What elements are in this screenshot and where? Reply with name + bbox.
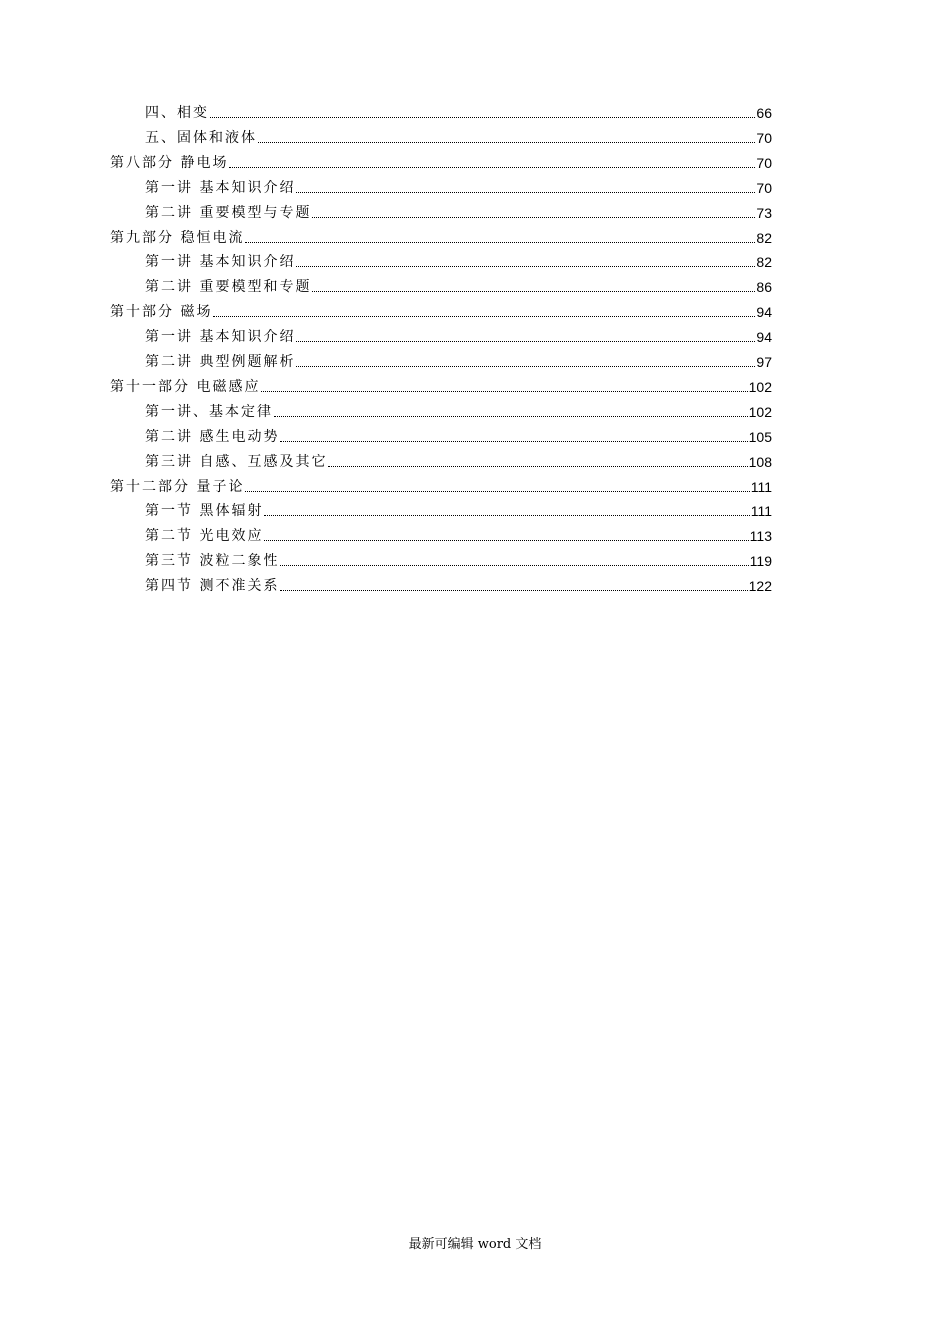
toc-entry-page-number: 86 [756,279,772,296]
toc-dot-leader [245,490,749,492]
toc-dot-leader [296,365,755,367]
toc-entry-title: 第三节 波粒二象性 [145,553,280,570]
toc-dot-leader [245,241,755,243]
toc-entry-page-number: 113 [749,528,772,545]
page-footer: 最新可编辑 word 文档 [408,1237,542,1252]
toc-entry-page-number: 82 [756,229,772,246]
toc-entry[interactable] [145,548,772,570]
toc-entry-title: 第二讲 重要模型和专题 [145,279,312,296]
toc-dot-leader [229,166,755,168]
toc-dot-leader [280,589,747,591]
toc-entry[interactable] [110,150,772,172]
toc-entry-title: 五、固体和液体 [145,129,257,146]
toc-entry-page-number: 82 [756,254,772,271]
toc-dot-leader [213,315,755,317]
toc-entry[interactable] [145,424,772,446]
toc-entry-page-number: 102 [748,403,772,420]
toc-entry-page-number: 102 [748,378,772,395]
toc-entry-page-number: 73 [756,204,772,221]
toc-entry[interactable] [145,100,772,122]
toc-entry[interactable] [145,523,772,545]
toc-dot-leader [258,141,755,143]
toc-entry[interactable] [145,324,772,346]
toc-entry[interactable] [145,175,772,197]
toc-entry-title: 第一节 黑体辐射 [145,503,264,520]
toc-entry-page-number: 111 [750,478,772,495]
toc-entry-page-number: 105 [748,428,772,445]
toc-entry[interactable] [145,349,772,371]
toc-dot-leader [274,415,748,417]
toc-dot-leader [261,390,747,392]
toc-dot-leader [264,514,749,516]
toc-dot-leader [296,340,755,342]
toc-entry[interactable] [145,573,772,595]
toc-dot-leader [312,216,755,218]
toc-entry-page-number: 97 [756,354,772,370]
toc-entry-title: 第一讲、基本定律 [145,403,273,420]
toc-entry-title: 第十部分 磁场 [110,304,213,321]
toc-entry[interactable] [145,249,772,271]
toc-entry-title: 第二讲 感生电动势 [145,428,280,445]
toc-entry[interactable] [145,125,772,147]
toc-entry-page-number: 70 [756,179,772,196]
toc-entry[interactable] [145,498,772,520]
toc-entry-title: 第十二部分 量子论 [110,478,245,495]
toc-entry-title: 第二讲 重要模型与专题 [145,204,312,221]
toc-entry[interactable] [110,225,772,247]
toc-entry-page-number: 70 [756,129,772,146]
toc-entry-title: 第一讲 基本知识介绍 [145,254,296,271]
toc-entry-title: 第一讲 基本知识介绍 [145,329,296,346]
toc-entry[interactable] [145,200,772,222]
toc-entry-page-number: 122 [748,578,772,595]
toc-entry[interactable] [145,399,772,421]
toc-entry-page-number: 111 [750,503,772,520]
toc-entry-page-number: 119 [749,553,772,570]
toc-dot-leader [210,116,755,118]
toc-entry-title: 第二讲 典型例题解析 [145,354,296,370]
toc-entry-title: 第九部分 稳恒电流 [110,229,245,246]
toc-entry-title: 第三讲 自感、互感及其它 [145,453,328,470]
toc-entry[interactable] [110,299,772,321]
toc-entry[interactable] [145,274,772,296]
toc-entry-title: 四、相变 [145,105,209,121]
toc-entry[interactable] [110,374,772,396]
toc-dot-leader [312,290,755,292]
toc-entry[interactable] [110,474,772,496]
toc-entry-title: 第二节 光电效应 [145,528,264,545]
toc-entry-page-number: 94 [756,304,772,321]
toc-entry-title: 第四节 测不准关系 [145,578,280,595]
toc-entry[interactable] [145,449,772,471]
toc-dot-leader [296,191,755,193]
toc-dot-leader [280,440,747,442]
toc-dot-leader [328,465,747,467]
toc-entry-title: 第一讲 基本知识介绍 [145,179,296,196]
toc-entry-page-number: 66 [756,105,772,121]
toc-entry-page-number: 94 [756,329,772,346]
toc-entry-page-number: 108 [748,453,772,470]
toc-entry-page-number: 70 [756,154,772,171]
toc-entry-title: 第八部分 静电场 [110,154,229,171]
toc-dot-leader [280,564,748,566]
toc-entry-title: 第十一部分 电磁感应 [110,378,261,395]
toc-dot-leader [264,539,748,541]
toc-dot-leader [296,265,755,267]
